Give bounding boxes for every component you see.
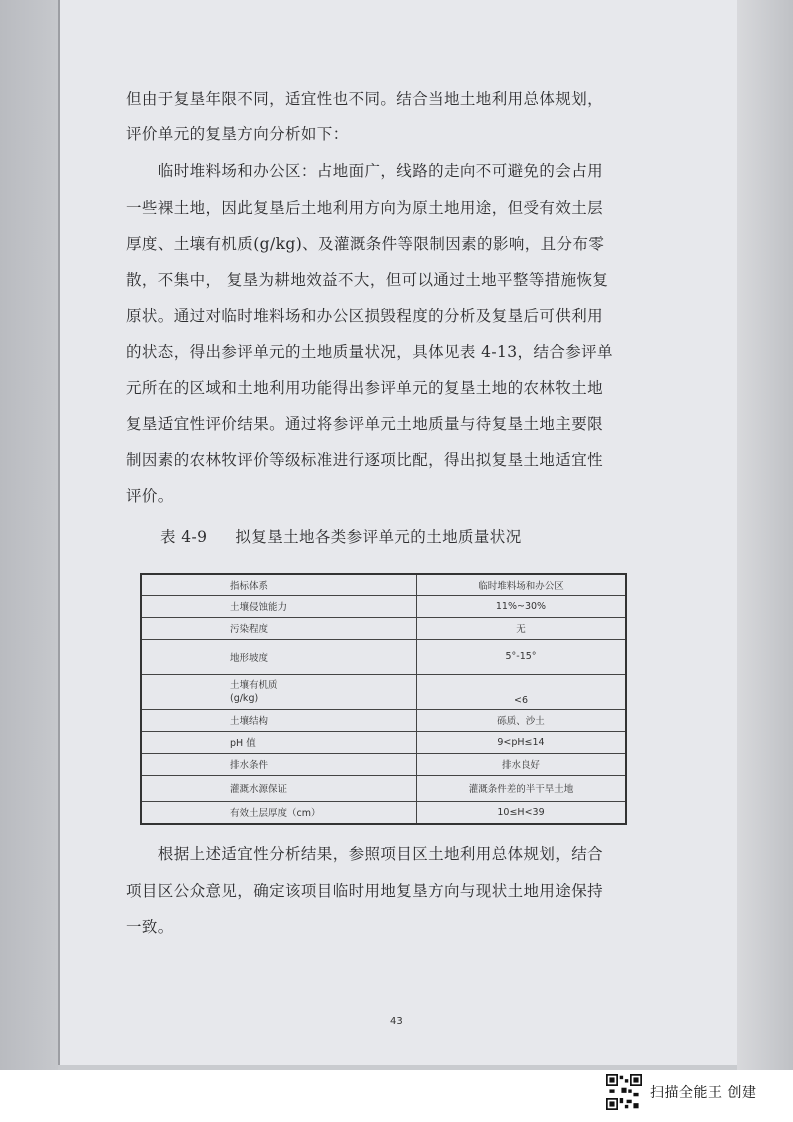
- paragraph-line: 的状态，得出参评单元的土地质量状况，具体见表 4-13，结合参评单: [126, 343, 613, 361]
- table-cell-value: 灌溉条件差的半干旱土地: [417, 775, 627, 801]
- table-cell-label: 排水条件: [141, 753, 417, 775]
- paragraph-line: 项目区公众意见，确定该项目临时用地复垦方向与现状土地用途保持: [126, 882, 604, 900]
- scan-right-edge: [737, 0, 793, 1070]
- table-cell-label: 灌溉水源保证: [141, 775, 417, 801]
- table-header-cell: 指标体系: [141, 574, 417, 595]
- table-header-cell: 临时堆料场和办公区: [417, 574, 627, 595]
- table-cell-value: 10≤H<39: [417, 801, 627, 824]
- book-gutter-shadow: [0, 0, 58, 1070]
- table-cell-value: 无: [417, 617, 627, 639]
- table-cell-value: 砾质、沙土: [417, 709, 627, 731]
- paragraph-line: 复垦适宜性评价结果。通过将参评单元土地质量与待复垦土地主要限: [126, 415, 604, 433]
- table-cell-label: 土壤有机质 (g/kg): [141, 674, 417, 709]
- paragraph-line: 但由于复垦年限不同，适宜性也不同。结合当地土地利用总体规划，: [126, 90, 604, 108]
- paragraph-line: 厚度、土壤有机质(g/kg)、及灌溉条件等限制因素的影响，且分布零: [126, 235, 605, 253]
- table-cell-label: 土壤结构: [141, 709, 417, 731]
- table-cell-label: 地形坡度: [141, 639, 417, 674]
- table-header-row: [141, 574, 626, 595]
- paragraph-line: 一些裸土地，因此复垦后土地利用方向为原土地用途，但受有效土层: [126, 199, 604, 217]
- table-cell-value: 5°-15°: [417, 639, 627, 674]
- table-row: [141, 595, 626, 617]
- table-caption: [160, 527, 522, 547]
- table-row: [141, 617, 626, 639]
- paragraph-line: 一致。: [126, 918, 174, 936]
- table-caption-number: 表 4-9: [160, 528, 208, 546]
- paragraph-line: 制因素的农林牧评价等级标准进行逐项比配，得出拟复垦土地适宜性: [126, 451, 604, 469]
- table-row: [141, 639, 626, 674]
- scanner-watermark: [606, 1072, 756, 1112]
- qr-code-icon: [606, 1074, 642, 1110]
- table-row: [141, 674, 626, 709]
- table-row: [141, 801, 626, 824]
- land-quality-table: [140, 573, 627, 825]
- paragraph-line: 评价单元的复垦方向分析如下：: [126, 125, 349, 143]
- table-cell-label: 有效土层厚度（cm）: [141, 801, 417, 824]
- table-cell-value: 11%~30%: [417, 595, 627, 617]
- paragraph-line: 临时堆料场和办公区：占地面广，线路的走向不可避免的会占用: [126, 162, 604, 180]
- table-row: [141, 709, 626, 731]
- table-cell-label: 污染程度: [141, 617, 417, 639]
- table-cell-value: 排水良好: [417, 753, 627, 775]
- paragraph-line: 原状。通过对临时堆料场和办公区损毁程度的分析及复垦后可供利用: [126, 307, 604, 325]
- table-cell-value: 9<pH≤14: [417, 731, 627, 753]
- table-cell-label: pH 值: [141, 731, 417, 753]
- scanner-brand-label: 扫描全能王 创建: [650, 1085, 757, 1101]
- table-row: [141, 775, 626, 801]
- table-cell-label: 土壤侵蚀能力: [141, 595, 417, 617]
- paragraph-line: 评价。: [126, 487, 174, 505]
- page-number: 43: [390, 1016, 403, 1027]
- table-row: [141, 731, 626, 753]
- table-caption-title: 拟复垦土地各类参评单元的土地质量状况: [235, 528, 522, 546]
- paragraph-line: 元所在的区域和土地利用功能得出参评单元的复垦土地的农林牧土地: [126, 379, 604, 397]
- table-cell-value: <6: [417, 674, 627, 709]
- paragraph-line: 根据上述适宜性分析结果，参照项目区土地利用总体规划，结合: [126, 845, 604, 863]
- paragraph-line: 散，不集中， 复垦为耕地效益不大，但可以通过土地平整等措施恢复: [126, 271, 609, 289]
- table-row: [141, 753, 626, 775]
